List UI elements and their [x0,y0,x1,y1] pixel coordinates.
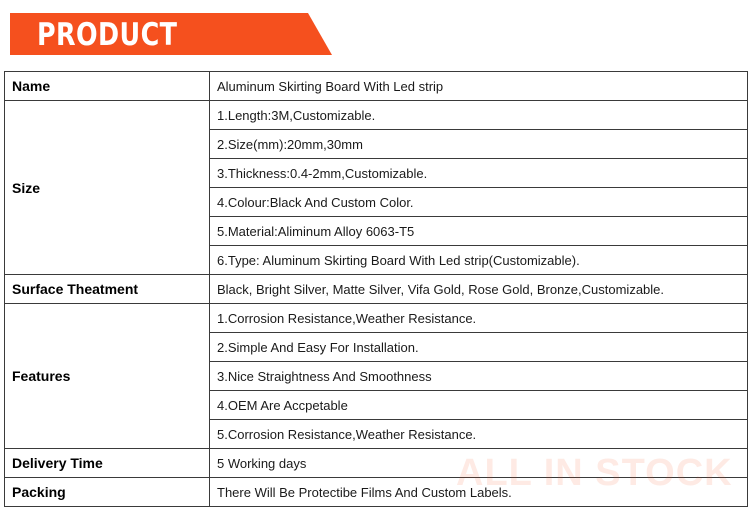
row-label: Packing [5,478,210,507]
table-row-packing [5,478,748,507]
row-value: 2.Size(mm):20mm,30mm [210,130,748,159]
row-value: Black, Bright Silver, Matte Silver, Vifa Gold, Rose Gold, Bronze,Customizable. [210,275,748,304]
table-row-name [5,72,748,101]
row-value: 6.Type: Aluminum Skirting Board With Led strip(Customizable). [210,246,748,275]
row-value: 5.Material:Aliminum Alloy 6063-T5 [210,217,748,246]
row-value: There Will Be Protectibe Films And Custom Labels. [210,478,748,507]
row-value: 1.Corrosion Resistance,Weather Resistance. [210,304,748,333]
row-label: Delivery Time [5,449,210,478]
row-value: 5 Working days [210,449,748,478]
row-value: 3.Thickness:0.4-2mm,Customizable. [210,159,748,188]
banner-title: PRODUCT [37,17,178,53]
row-value: 5.Corrosion Resistance,Weather Resistance. [210,420,748,449]
row-value: Aluminum Skirting Board With Led strip [210,72,748,101]
row-value: 2.Simple And Easy For Installation. [210,333,748,362]
row-value: 3.Nice Straightness And Smoothness [210,362,748,391]
row-label: Name [5,72,210,101]
watermark-text: ALL IN STOCK [456,452,733,494]
row-label: Features [5,304,210,449]
table-row-surface [5,275,748,304]
row-value: 4.OEM Are Accpetable [210,391,748,420]
spec-table [4,71,748,507]
row-value: 1.Length:3M,Customizable. [210,101,748,130]
table-row-delivery [5,449,748,478]
row-value: 4.Colour:Black And Custom Color. [210,188,748,217]
table-row-size [5,101,748,130]
table-row-features [5,304,748,333]
row-label: Size [5,101,210,275]
row-label: Surface Theatment [5,275,210,304]
